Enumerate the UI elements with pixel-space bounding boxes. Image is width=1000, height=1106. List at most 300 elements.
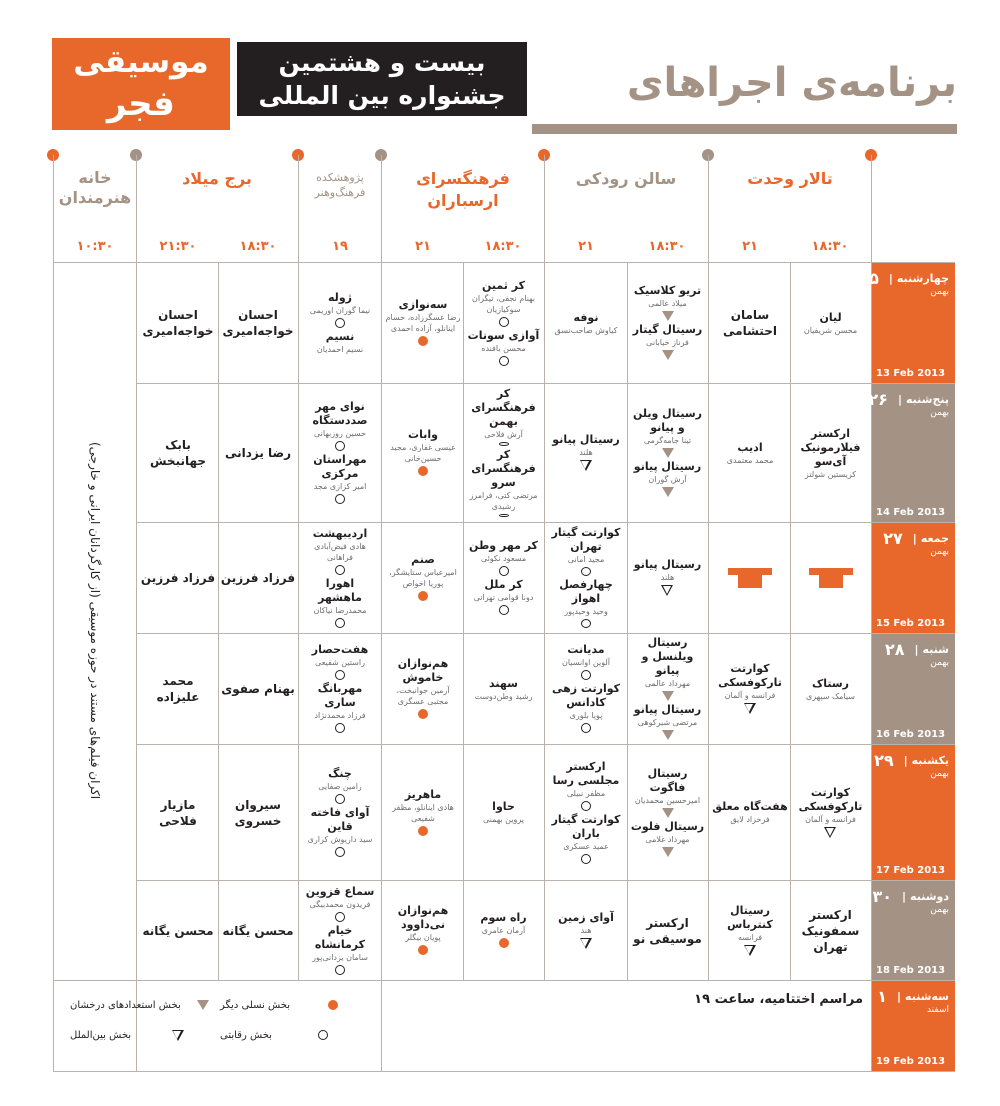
schedule-cell — [138, 745, 218, 880]
schedule-cell — [138, 263, 218, 383]
orange-dot-icon — [418, 591, 428, 601]
event-performer: فرانسه و آلمان — [724, 691, 776, 700]
schedule-cell — [790, 384, 871, 522]
logo-line-1: موسیقی — [73, 44, 209, 80]
schedule-cell — [710, 745, 790, 880]
event-title: رسیتال ویلنسل و پیانو — [641, 636, 694, 677]
event-performer: آرمان عامری — [481, 926, 526, 935]
day-header — [868, 384, 955, 522]
event-title: هم‌نوازان خاموش — [397, 657, 449, 684]
event-title: احسان خواجه‌امیری — [222, 308, 294, 338]
schedule-cell — [463, 523, 544, 633]
event-performer: پویان بیگلر — [405, 933, 441, 942]
schedule-cell — [790, 881, 871, 980]
circle-icon — [499, 605, 509, 615]
event-performer: سامان یزدانی‌پور — [312, 952, 368, 962]
schedule-cell — [300, 634, 380, 744]
circle-icon — [335, 494, 345, 504]
day-name: دوشنبه — [910, 890, 949, 903]
event-performer: مهرداد عالمی — [644, 679, 691, 688]
circle-icon — [335, 847, 345, 857]
schedule-cell — [138, 523, 218, 633]
schedule-cell — [710, 384, 790, 522]
event-performer: مهرداد غلامی — [645, 834, 690, 844]
legend-nasl-label: بخش نسلی دیگر — [220, 999, 290, 1011]
outline-triangle-icon — [744, 945, 757, 956]
circle-icon — [581, 854, 591, 864]
grid-column-line — [298, 262, 299, 980]
time-label: ۱۸:۳۰ — [811, 239, 849, 254]
filled-triangle-icon — [662, 847, 674, 857]
day-header — [859, 263, 955, 383]
event-title: محسن یگانه — [222, 923, 294, 938]
filled-triangle-icon — [662, 311, 674, 321]
event-title: مهربانگ ساری — [317, 682, 363, 709]
filled-triangle-icon — [197, 1000, 209, 1010]
circle-icon — [581, 619, 591, 628]
schedule-cell — [138, 881, 218, 980]
event-performer: محمد معتمدی — [726, 455, 774, 465]
month-name: بهمن — [930, 408, 949, 418]
event-performer: آلوین اوانسیان — [561, 658, 611, 667]
khane-cell — [55, 262, 135, 980]
event-title: اردیبهشت — [312, 526, 368, 540]
event-title: کوارتت گیتار باران — [551, 812, 621, 840]
event-title: نسیم — [325, 330, 355, 343]
event-title: محسن یگانه — [142, 923, 214, 938]
title-underline — [532, 124, 957, 134]
separator: | — [897, 393, 902, 406]
event-performer: پروین بهمنی — [483, 815, 524, 824]
divider — [381, 155, 382, 262]
venue-pajouheshkadeh — [300, 170, 380, 200]
event-title: کر ثمین — [482, 278, 525, 292]
schedule-cell — [300, 523, 380, 633]
event-performer: نیما گوران اوریمی — [309, 306, 371, 315]
closed-icon — [728, 568, 772, 588]
event-title: تریو کلاسیک — [633, 284, 702, 297]
schedule-cell — [790, 745, 871, 880]
event-performer: وحید وحیدپور — [564, 607, 608, 616]
time-label: ۱۹ — [332, 239, 348, 254]
day-number: ۲۵ — [859, 269, 879, 288]
month-name: بهمن — [930, 769, 949, 779]
event-performer: میلاد عالمی — [648, 299, 687, 308]
day-name: شنبه — [922, 643, 949, 656]
filled-triangle-icon — [662, 448, 674, 458]
event-performer: سیامک سپهری — [805, 691, 856, 701]
day-number: ۲۹ — [874, 751, 894, 770]
event-title: سامان احتشامی — [723, 308, 777, 338]
event-title: آوازی سونات — [467, 328, 540, 342]
outline-triangle-icon — [824, 827, 837, 838]
event-title: کوارتت زهی کادانس — [551, 682, 621, 709]
divider — [136, 155, 137, 262]
divider — [871, 155, 872, 262]
schedule-cell — [627, 263, 708, 383]
divider — [544, 155, 545, 262]
schedule-cell — [546, 745, 626, 880]
event-performer: راستین شفیعی — [315, 658, 365, 667]
time-label: ۱۰:۳۰ — [76, 239, 114, 254]
event-title: محمد علیزاده — [156, 674, 200, 704]
event-performer: رشید وطن‌دوست — [474, 691, 533, 701]
event-performer: محسن شریفیان — [803, 325, 858, 335]
schedule-cell — [790, 263, 871, 383]
schedule-cell — [790, 634, 871, 744]
filled-triangle-icon — [662, 730, 674, 740]
event-title: ژوله — [328, 291, 352, 304]
event-title: کر فرهنگسرای سرو — [471, 447, 536, 489]
grid-bottom — [53, 1071, 955, 1072]
event-title: راه سوم — [480, 911, 527, 924]
schedule-cell — [383, 745, 463, 880]
schedule-cell — [546, 384, 626, 522]
event-title: رضا یزدانی — [224, 446, 292, 460]
event-performer: مجید امانی — [567, 555, 605, 564]
event-title: رسیتال پیانو — [633, 703, 702, 716]
venue-khane-line1: خانه — [78, 168, 112, 187]
event-title: آوای زمین — [558, 910, 614, 924]
circle-icon — [335, 912, 345, 922]
legend-reghabati — [220, 1028, 370, 1042]
event-title: نوفه — [573, 310, 599, 324]
event-performer: آرش گوران — [648, 475, 687, 484]
schedule-cell — [218, 263, 298, 383]
separator: | — [897, 990, 902, 1003]
gregorian-date: 16 Feb 2013 — [876, 729, 946, 740]
event-performer: بهنام نجفی، تیگران سوکیازیان — [471, 293, 536, 314]
gregorian-date: 19 Feb 2013 — [876, 1056, 946, 1067]
time-label: ۱۸:۳۰ — [239, 239, 277, 254]
day-number: ۱ — [877, 987, 887, 1006]
circle-icon — [581, 567, 591, 576]
event-title: سماع قزوین — [305, 884, 375, 898]
event-title: کر ملل — [484, 578, 523, 591]
schedule-cell — [383, 384, 463, 522]
event-performer: فرناز خیابانی — [646, 338, 689, 347]
event-performer: رضا عسگرزاده، حسام اینانلو، آزاده احمدی — [385, 313, 461, 333]
time-label: ۲۱ — [415, 239, 431, 254]
event-title: بهنام صفوی — [221, 682, 295, 696]
day-name: چهارشنبه — [896, 272, 949, 285]
outline-triangle-icon — [661, 585, 674, 596]
event-performer: کیاوش صاحب‌نسق — [554, 325, 618, 335]
schedule-cell — [546, 881, 626, 980]
day-header — [872, 745, 955, 880]
time-label: ۲۱:۳۰ — [159, 239, 197, 254]
orange-dot-icon — [418, 336, 428, 346]
event-title: کوارتت تارکوفسکی — [718, 662, 782, 689]
month-name: بهمن — [930, 658, 949, 668]
circle-icon — [335, 723, 345, 733]
event-performer: هادی اینانلو، مظفر شفیعی — [392, 802, 454, 823]
legend-nasl — [220, 998, 370, 1012]
outline-triangle-icon — [580, 938, 593, 949]
venue-khane-line2: هنرمندان — [58, 188, 132, 207]
day-header — [872, 981, 955, 1071]
orange-dot-icon — [418, 826, 428, 836]
day-number: ۲۸ — [884, 640, 905, 659]
event-title: سهند — [489, 676, 518, 690]
circle-icon — [581, 670, 591, 680]
separator: | — [903, 754, 908, 767]
schedule-cell — [138, 384, 218, 522]
event-title: مهراستان مرکزی — [313, 453, 367, 480]
schedule-cell — [383, 263, 463, 383]
day-number: ۲۶ — [868, 390, 888, 409]
outline-triangle-icon — [172, 1030, 185, 1041]
day-heading — [883, 529, 949, 548]
schedule-cell — [710, 634, 790, 744]
event-title: رسیتال ویلن و پیانو — [633, 407, 702, 434]
event-performer: مظفر نبیلی — [566, 788, 606, 798]
day-header — [872, 523, 955, 633]
schedule-cell — [627, 745, 708, 880]
venue-pajouheshkadeh-line1: پژوهشکده — [316, 171, 364, 184]
festival-line-2: جشنواره بین المللی — [258, 81, 506, 110]
event-title: اهورا ماهشهر — [318, 576, 362, 604]
schedule-cell — [218, 881, 298, 980]
event-performer: پویا بلوری — [569, 711, 603, 720]
event-performer: آرمین جوانبخت، مجتبی عسگری — [396, 686, 450, 706]
gregorian-date: 15 Feb 2013 — [876, 618, 946, 629]
month-name: بهمن — [930, 905, 949, 915]
event-title: کر فرهنگسرای بهمن — [471, 387, 536, 428]
event-performer: عمید عسکری — [563, 841, 609, 851]
venue-milad: برج میلاد — [182, 169, 252, 188]
grid-column-line — [708, 262, 709, 980]
filled-triangle-icon — [662, 691, 674, 701]
event-performer: امیرعباس ستایشگر، پوریا اخواص — [389, 568, 457, 588]
event-performer: هند — [580, 925, 592, 935]
festival-name — [237, 42, 527, 116]
event-title: مدیانت — [567, 643, 605, 656]
day-heading — [859, 269, 949, 288]
schedule-cell — [383, 634, 463, 744]
event-title: چنگ — [328, 766, 352, 780]
event-title: حاوا — [492, 800, 515, 813]
event-performer: فرانسه — [737, 932, 763, 942]
orange-dot-icon — [499, 938, 509, 948]
event-title: ادیب — [737, 440, 763, 454]
month-name: بهمن — [930, 287, 949, 297]
event-performer: سید داریوش کراری — [307, 834, 373, 844]
event-title: لیان — [819, 310, 842, 324]
event-title: صنم — [411, 553, 435, 566]
schedule-cell — [138, 634, 218, 744]
circle-icon — [318, 1030, 328, 1040]
closed-icon — [809, 568, 853, 588]
event-performer: هلند — [579, 448, 593, 457]
schedule-cell — [218, 745, 298, 880]
event-performer: مسعود نکوئی — [480, 554, 527, 563]
page-title: برنامه‌ی اجراهای — [626, 60, 957, 106]
separator: | — [888, 272, 893, 285]
divider — [53, 155, 54, 262]
schedule-cell — [546, 263, 626, 383]
event-title: ارکستر سمفونیک تهران — [801, 907, 860, 954]
event-title: هم‌نوازان نی‌داوود — [397, 904, 449, 931]
event-performer: فریدون محمدبیگی — [309, 899, 371, 909]
event-performer: فرانسه و آلمان — [805, 814, 856, 824]
event-title: کوارتت گیتار تهران — [551, 526, 621, 553]
schedule-cell — [218, 634, 298, 744]
event-performer: هلند — [660, 573, 675, 582]
orange-dot-icon — [328, 1000, 338, 1010]
day-heading — [877, 987, 949, 1006]
event-title: سیروان خسروی — [234, 797, 282, 828]
event-title: مازیار فلاحی — [159, 797, 197, 828]
gregorian-date: 17 Feb 2013 — [876, 865, 946, 876]
time-label: ۲۱ — [742, 239, 758, 254]
event-performer: نسیم احمدیان — [316, 345, 364, 354]
schedule-cell — [383, 523, 463, 633]
event-title: آوای فاخته قاین — [310, 805, 370, 833]
event-title: رستاک — [811, 676, 850, 690]
day-name: پنج‌شنبه — [905, 393, 949, 406]
separator: | — [902, 890, 907, 903]
festival-line-1: بیست و هشتمین — [278, 48, 486, 77]
event-title: رسیتال گیتار — [632, 323, 703, 336]
event-title: رسیتال پیانو — [633, 558, 702, 571]
day-number: ۳۰ — [872, 887, 893, 906]
event-title: فرزاد فرزین — [220, 571, 296, 585]
outline-triangle-icon — [580, 460, 593, 471]
schedule-cell — [790, 523, 871, 633]
schedule-cell — [218, 384, 298, 522]
outline-triangle-icon — [744, 703, 757, 714]
schedule-cell — [627, 634, 708, 744]
day-header — [872, 881, 955, 980]
day-heading — [872, 887, 949, 906]
event-title: ماهریز — [404, 787, 442, 801]
day-name: جمعه — [920, 532, 949, 545]
event-title: خیام کرمانشاه — [314, 923, 366, 951]
event-title: رسیتال فاگوت — [647, 766, 688, 794]
event-performer: آرش فلاحی — [484, 430, 523, 439]
filled-triangle-icon — [662, 808, 674, 818]
schedule-cell — [463, 745, 544, 880]
circle-icon — [335, 965, 345, 975]
event-performer: رامین صفایی — [318, 781, 362, 791]
event-title: کوارتت تارکوفسکی — [798, 785, 863, 813]
event-title: رسیتال پیانو — [633, 460, 702, 473]
event-title: ارکستر فیلارمونیک آی‌سو — [800, 426, 861, 468]
logo-line-2: فجر — [107, 84, 175, 124]
orange-dot-icon — [418, 709, 428, 719]
event-performer: امیر کزازی مجد — [313, 482, 367, 491]
filled-triangle-icon — [662, 487, 674, 497]
circle-icon — [499, 514, 509, 518]
schedule-cell — [463, 634, 544, 744]
circle-icon — [335, 441, 345, 451]
event-title: احسان خواجه‌امیری — [142, 308, 214, 338]
festival-logo — [52, 38, 230, 130]
schedule-cell — [300, 263, 380, 383]
event-title: نوای مهر صددستگاه — [312, 400, 368, 427]
event-performer: حسین روزبهانی — [314, 429, 366, 438]
circle-icon — [581, 723, 591, 733]
schedule-cell — [300, 881, 380, 980]
month-name: اسفند — [926, 1005, 949, 1015]
venue-roudaki: سالن رودکی — [575, 169, 677, 188]
schedule-cell — [463, 384, 544, 522]
grid-row-line — [53, 980, 955, 981]
event-performer: تینا جامه‌گرمی — [643, 436, 692, 445]
circle-icon — [499, 442, 509, 446]
event-performer: فرزاد محمدنژاد — [314, 711, 366, 720]
schedule-cell — [463, 263, 544, 383]
schedule-cell — [463, 881, 544, 980]
event-performer: محمدرضا نیاکان — [313, 605, 367, 615]
divider — [708, 155, 709, 262]
separator: | — [914, 643, 919, 656]
schedule-cell — [627, 523, 708, 633]
grid-column-line — [544, 262, 545, 980]
time-label: ۱۸:۳۰ — [484, 239, 522, 254]
legend-beinolmelal-label: بخش بین‌الملل — [70, 1030, 132, 1041]
event-title: کر مهر وطن — [469, 539, 538, 552]
schedule-cell — [546, 634, 626, 744]
schedule-cell — [546, 523, 626, 633]
separator: | — [912, 532, 917, 545]
legend-estedad-label: بخش استعدادهای درخشان — [70, 999, 181, 1011]
event-title: ارکستر مجلسی رسا — [552, 759, 620, 787]
event-performer: فرخزاد لایق — [730, 815, 770, 824]
gregorian-date: 14 Feb 2013 — [876, 507, 946, 518]
event-performer: مرتضی کتی، فرامرز رشیدی — [469, 490, 538, 511]
event-performer: کریستین شولتز — [804, 469, 857, 479]
venue-pajouheshkadeh-line2: فرهنگ‌وهنر — [314, 186, 366, 199]
event-performer: امیرحسین محمدیان — [634, 795, 701, 805]
circle-icon — [581, 801, 591, 811]
schedule-cell — [710, 523, 790, 633]
circle-icon — [335, 318, 345, 328]
event-title: رسیتال کنترباس — [727, 903, 773, 931]
closing-ceremony: مراسم اختتامیه، ساعت ۱۹ — [694, 992, 863, 1007]
circle-icon — [335, 565, 345, 575]
schedule-cell — [218, 523, 298, 633]
circle-icon — [499, 317, 509, 327]
orange-dot-icon — [418, 466, 428, 476]
filled-triangle-icon — [662, 350, 674, 360]
event-title: هفت‌حصار — [311, 643, 369, 656]
event-title: چهارفصل اهواز — [559, 578, 613, 605]
legend-beinolmelal — [70, 1028, 220, 1043]
venue-vahdat: تالار وحدت — [747, 169, 833, 188]
schedule-cell — [300, 384, 380, 522]
event-performer: عیسی غفاری، مجید حسین‌خانی — [390, 443, 456, 463]
gregorian-date: 13 Feb 2013 — [876, 368, 946, 379]
event-performer: دونا قوامی تهرانی — [473, 593, 534, 602]
event-title: فرزاد فرزین — [140, 571, 216, 585]
day-heading — [885, 640, 949, 659]
schedule-cell — [383, 881, 463, 980]
event-title: سه‌نوازی — [398, 298, 448, 311]
gregorian-date: 18 Feb 2013 — [876, 965, 946, 976]
grid-left — [53, 262, 54, 1072]
time-label: ۲۱ — [578, 239, 594, 254]
event-title: هفت‌گاه معلق — [712, 800, 788, 813]
event-performer: محسن بافنده — [481, 343, 526, 353]
circle-icon — [499, 356, 509, 366]
event-title: ارکستر موسیقی نو — [633, 915, 702, 946]
event-title: وابات — [408, 428, 438, 441]
event-performer: هادی فیض‌آبادی فراهانی — [314, 541, 366, 562]
schedule-cell — [710, 263, 790, 383]
day-name: سه‌شنبه — [905, 990, 949, 1003]
